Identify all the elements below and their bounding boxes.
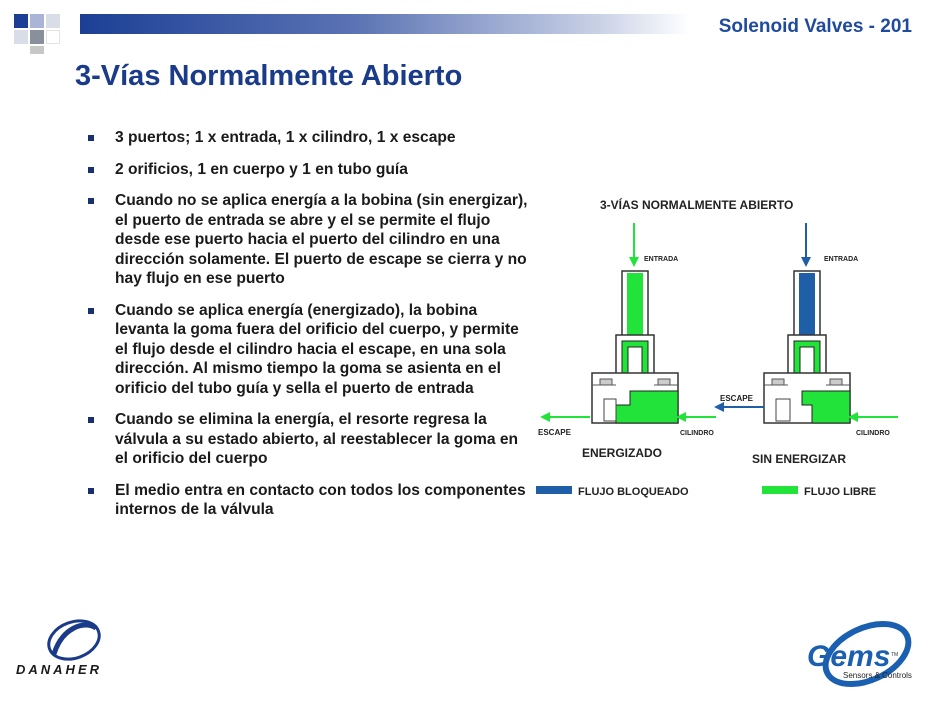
right-exhaust-label: ESCAPE [720,394,753,403]
danaher-wordmark: DANAHER [16,662,102,677]
header-gradient-bar [80,14,690,34]
list-item: Cuando no se aplica energía a la bobina (sin energizar), el puerto de entrada se abre y el se permite el flujo desde ese puerto hacia el puerto del cilindro en una dirección solamente. El puerto de escape se cierra y no hay flujo en ese puerto [88,191,528,289]
bullet-square-icon [88,135,94,141]
left-cylinder-label: CILINDRO [680,430,714,437]
course-title: Solenoid Valves - 201 [718,16,912,37]
slide-title: 3-Vías Normalmente Abierto [75,60,463,92]
left-state-label: ENERGIZADO [582,446,663,460]
corner-decoration [0,0,80,60]
bullet-square-icon [88,198,94,204]
left-inlet-label: ENTRADA [644,256,679,263]
diagram-title: 3-VÍAS NORMALMENTE ABIERTO [600,198,794,212]
valve-diagram [530,185,920,510]
list-item: 2 orificios, 1 en cuerpo y 1 en tubo guía [88,160,528,180]
right-state-label: SIN ENERGIZAR [752,452,847,466]
bullet-square-icon [88,167,94,173]
left-valve [538,223,716,460]
list-item: Cuando se elimina la energía, el resorte regresa la válvula a su estado abierto, al reestablecer la goma en el orificio del cuerpo [88,410,528,469]
gems-wordmark: Gems [807,640,891,673]
legend-swatch-free [762,486,798,494]
gems-trademark: TM [891,652,899,658]
bullet-square-icon [88,308,94,314]
right-cylinder-label: CILINDRO [856,430,890,437]
gems-logo [805,620,925,690]
right-valve [714,223,898,466]
list-item: El medio entra en contacto con todos los componentes internos de la válvula [88,481,528,520]
legend-label-free: FLUJO LIBRE [804,486,877,498]
bullet-list [88,128,528,532]
list-item: Cuando se aplica energía (energizado), la bobina levanta la goma fuera del orificio del cuerpo, y permite el flujo desde el cilindro hacia el escape, en una sola dirección. Al mismo tiempo la goma se asienta en el orificio del tubo guía y sella el puerto de entrada [88,301,528,399]
bullet-square-icon [88,488,94,494]
right-inlet-label: ENTRADA [824,256,859,263]
gems-tagline: Sensors & Controls [843,671,912,680]
legend-label-blocked: FLUJO BLOQUEADO [578,486,689,498]
diagram-legend [536,486,876,498]
list-item: 3 puertos; 1 x entrada, 1 x cilindro, 1 x escape [88,128,528,148]
left-exhaust-label: ESCAPE [538,428,571,437]
danaher-logo [14,618,134,680]
legend-swatch-blocked [536,486,572,494]
bullet-square-icon [88,417,94,423]
